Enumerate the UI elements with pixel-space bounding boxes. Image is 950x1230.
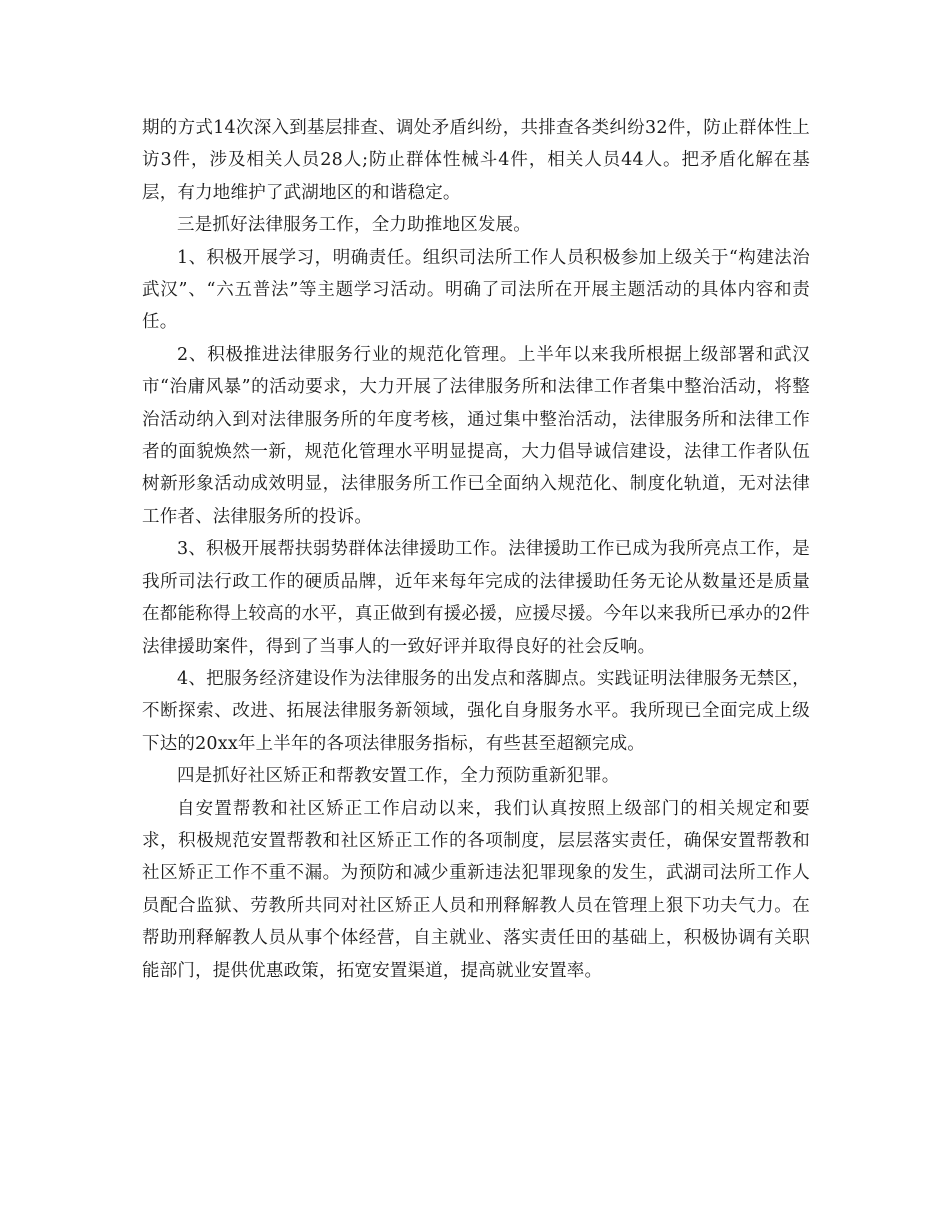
paragraph-item-4: 4、把服务经济建设作为法律服务的出发点和落脚点。实践证明法律服务无禁区，不断探索、改进、拓展法律服务新领域，强化自身服务水平。我所现已全面完成上级下达的20xx年上半年的各项法律服务指标，有些甚至超额完成。 [142,668,810,754]
paragraph-community-correction: 自安置帮教和社区矫正工作启动以来，我们认真按照上级部门的相关规定和要求，积极规范安置帮教和社区矫正工作的各项制度，层层落实责任，确保安置帮教和社区矫正工作不重不漏。为预防和减少重新违法犯罪现象的发生，武湖司法所工作人员配合监狱、劳教所共同对社区矫正人员和刑释解教人员在管理上狠下功夫气力。在帮助刑释解教人员从事个体经营，自主就业、落实责任田的基础上，积极协调有关职能部门，提供优惠政策，拓宽安置渠道，提高就业安置率。 [142,798,810,981]
section-heading-4: 四是抓好社区矫正和帮教安置工作，全力预防重新犯罪。 [177,766,620,787]
paragraph-item-3: 3、积极开展帮扶弱势群体法律援助工作。法律援助工作已成为我所亮点工作，是我所司法行政工作的硬质品牌，近年来每年完成的法律援助任务无论从数量还是质量在都能称得上较高的水平，真正做到有援必援，应援尽援。今年以来我所已承办的2件法律援助案件，得到了当事人的一致好评并取得良好的社会反响。 [142,539,810,657]
section-heading-3: 三是抓好法律服务工作，全力助推地区发展。 [177,215,531,236]
paragraph-item-1: 1、积极开展学习，明确责任。组织司法所工作人员积极参加上级关于“构建法治武汉”、“六五普法”等主题学习活动。明确了司法所在开展主题活动的具体内容和责任。 [142,247,810,333]
paragraph-item-2: 2、积极推进法律服务行业的规范化管理。上半年以来我所根据上级部署和武汉市“治庸风暴”的活动要求，大力开展了法律服务所和法律工作者集中整治活动，将整治活动纳入到对法律服务所的年度考核，通过集中整治活动，法律服务所和法律工作者的面貌焕然一新，规范化管理水平明显提高，大力倡导诚信建设，法律工作者队伍树新形象活动成效明显，法律服务所工作已全面纳入规范化、制度化轨道，无对法律工作者、法律服务所的投诉。 [142,344,810,527]
paragraph-1: 期的方式14次深入到基层排查、调处矛盾纠纷，共排查各类纠纷32件，防止群体性上访3件，涉及相关人员28人;防止群体性械斗4件，相关人员44人。把矛盾化解在基层，有力地维护了武湖地区的和谐稳定。 [142,118,810,203]
document-body [142,112,810,987]
